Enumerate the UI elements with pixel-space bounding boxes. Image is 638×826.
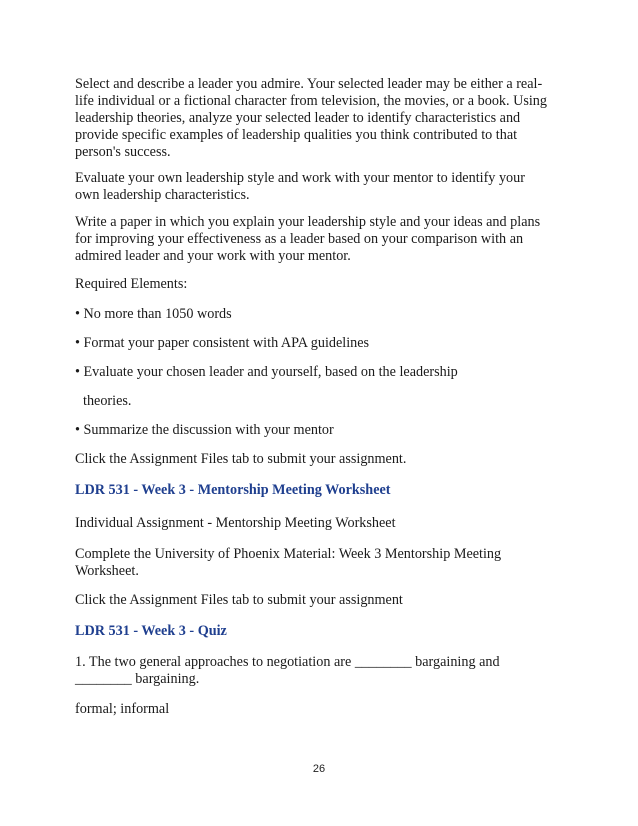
quiz-heading: LDR 531 - Week 3 - Quiz: [75, 623, 227, 639]
individual-assignment-title: Individual Assignment - Mentorship Meeting Worksheet: [75, 515, 396, 531]
quiz-answer: formal; informal: [75, 701, 170, 717]
text-line: ________ bargaining.: [75, 671, 200, 687]
worksheet-heading: LDR 531 - Week 3 - Mentorship Meeting Worksheet: [75, 482, 391, 498]
bullet-item: • No more than 1050 words: [75, 306, 232, 322]
text-line: Complete the University of Phoenix Material: Week 3 Mentorship Meeting: [75, 546, 502, 562]
text-line: for improving your effectiveness as a leader based on your comparison with an: [75, 231, 524, 247]
bullet-item: • Summarize the discussion with your mentor: [75, 422, 334, 438]
document-page: [75, 76, 575, 728]
bullet-item-continuation: theories.: [83, 393, 132, 409]
submit-instruction: Click the Assignment Files tab to submit your assignment.: [75, 451, 407, 467]
text-line: Worksheet.: [75, 563, 139, 579]
write-paper-paragraph: [75, 214, 575, 265]
text-line: Select and describe a leader you admire. Your selected leader may be either a real-: [75, 76, 543, 92]
text-line: Evaluate your own leadership style and work with your mentor to identify your: [75, 170, 525, 186]
evaluate-paragraph: [75, 170, 575, 204]
submit-instruction: Click the Assignment Files tab to submit your assignment: [75, 592, 403, 608]
text-line: leadership theories, analyze your selected leader to identify characteristics and: [75, 110, 521, 126]
text-line: provide specific examples of leadership qualities you think contributed to that: [75, 127, 518, 143]
bullet-item: • Evaluate your chosen leader and yourself, based on the leadership: [75, 364, 458, 380]
text-line: 1. The two general approaches to negotiation are ________ bargaining and: [75, 654, 500, 670]
required-elements-heading: Required Elements:: [75, 276, 188, 292]
text-line: Write a paper in which you explain your leadership style and your ideas and plans: [75, 214, 541, 230]
text-line: person's success.: [75, 144, 171, 160]
text-line: admired leader and your work with your mentor.: [75, 248, 351, 264]
quiz-question: [75, 654, 575, 688]
text-line: own leadership characteristics.: [75, 187, 250, 203]
assignment-description: [75, 76, 575, 161]
text-line: life individual or a fictional character from television, the movies, or a book. Using: [75, 93, 547, 109]
page-number: 26: [312, 763, 326, 775]
complete-material-paragraph: [75, 546, 575, 580]
bullet-item: • Format your paper consistent with APA guidelines: [75, 335, 370, 351]
